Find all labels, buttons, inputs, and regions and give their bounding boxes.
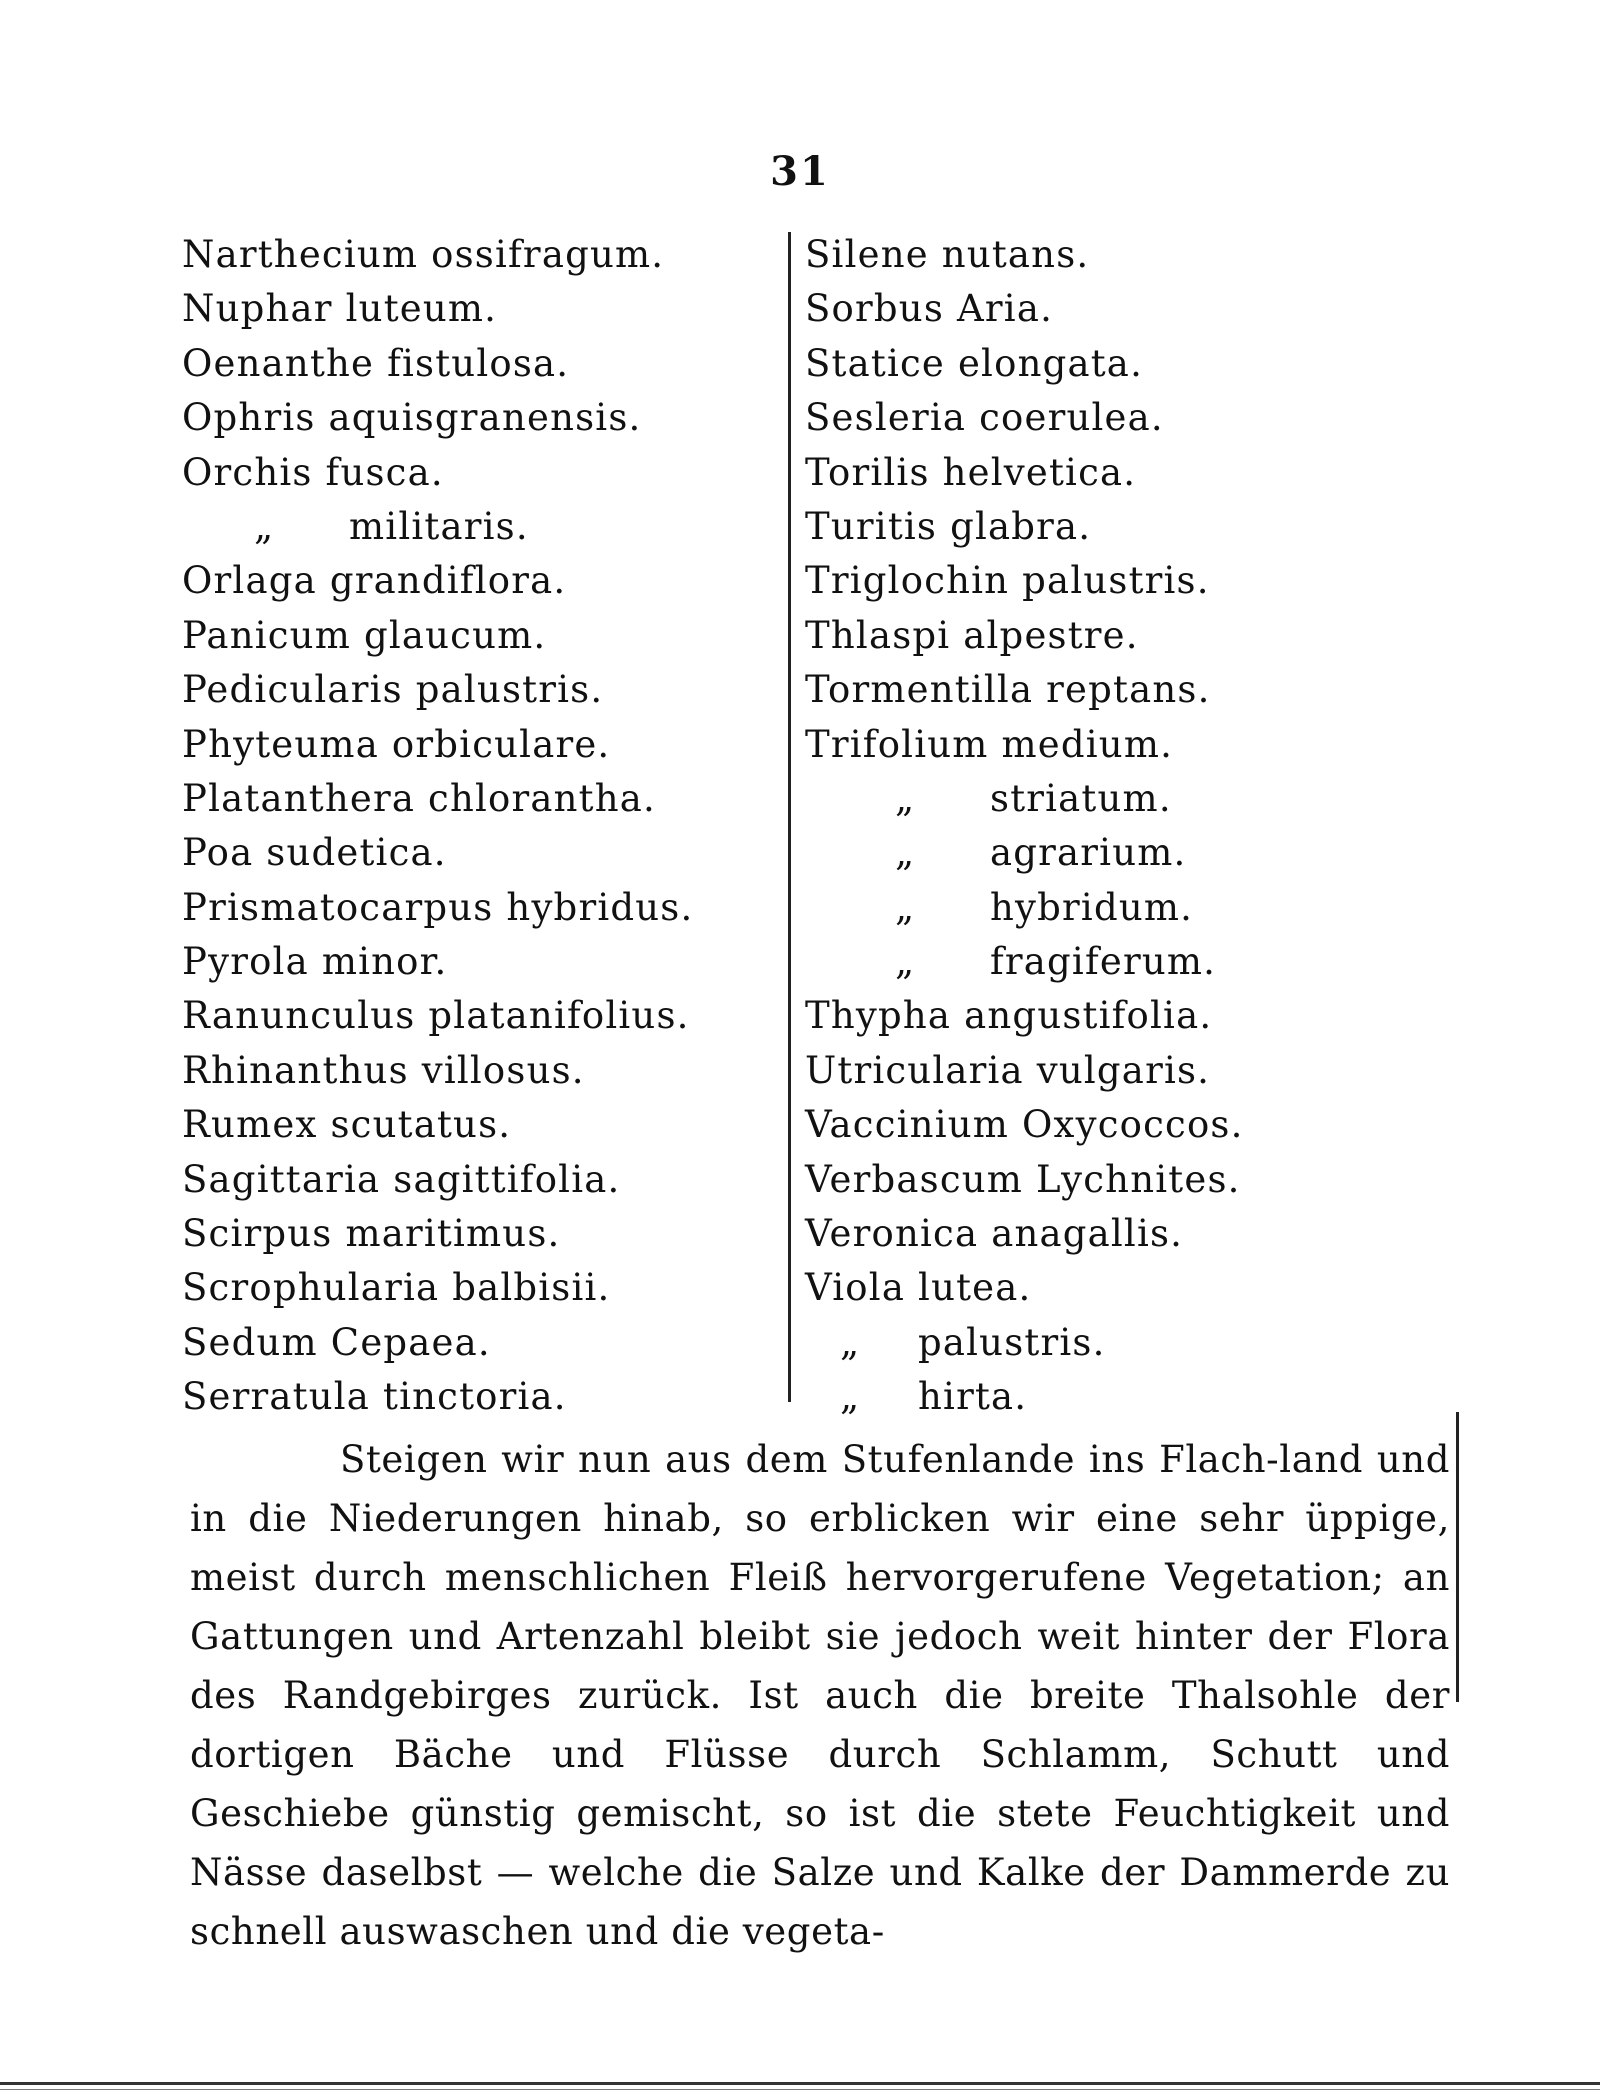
list-item — [182, 609, 782, 663]
species-name: Platanthera chlorantha. — [182, 776, 657, 820]
list-item — [805, 1316, 1325, 1370]
list-item — [182, 881, 782, 935]
species-name: Rumex scutatus. — [182, 1103, 512, 1147]
list-item — [805, 718, 1325, 772]
ditto-mark: „ — [895, 831, 916, 875]
species-name: Nuphar luteum. — [182, 287, 498, 331]
list-item — [182, 500, 782, 554]
list-item — [805, 1207, 1325, 1261]
list-item — [805, 554, 1325, 608]
list-item — [182, 1370, 782, 1424]
list-item — [805, 500, 1325, 554]
species-name: Serratula tinctoria. — [182, 1375, 567, 1419]
list-item — [182, 337, 782, 391]
species-name: Rhinanthus villosus. — [182, 1048, 585, 1092]
species-name: Sedum Cepaea. — [182, 1320, 491, 1364]
list-item — [805, 663, 1325, 717]
species-name: agrarium. — [990, 831, 1187, 875]
list-item — [805, 446, 1325, 500]
list-item — [805, 1370, 1325, 1424]
list-item — [805, 1044, 1325, 1098]
list-item — [182, 718, 782, 772]
list-item — [182, 1261, 782, 1315]
list-item — [182, 1098, 782, 1152]
page-number: 31 — [770, 148, 830, 195]
body-paragraph: Steigen wir nun aus dem Stufenlande ins Flach-land und in die Niederungen hinab, so erblicken wir eine sehr üppige, meist durch menschlichen Fleiß hervorgerufene Vegetation; an Gattungen und Artenzahl bleibt sie jedoch weit hinter der Flora des Randgebirges zurück. Ist auch die breite Thalsohle der dortigen Bäche und Flüsse durch Schlamm, Schutt und Geschiebe günstig gemischt, so ist die stete Feuchtigkeit und Nässe daselbst — welche die Salze und Kalke der Dammerde zu schnell auswaschen und die vegeta- — [190, 1438, 1450, 1953]
list-item — [805, 228, 1325, 282]
list-item — [182, 391, 782, 445]
footer-rule-secondary — [0, 2089, 1600, 2090]
ditto-mark: „ — [840, 1320, 861, 1364]
list-item — [805, 337, 1325, 391]
species-list-left — [182, 228, 782, 1425]
list-item — [805, 881, 1325, 935]
column-divider — [788, 232, 791, 1402]
species-name: Thypha angustifolia. — [805, 994, 1213, 1038]
species-name: Triglochin palustris. — [805, 559, 1210, 603]
list-item — [805, 989, 1325, 1043]
list-item — [182, 1153, 782, 1207]
list-item — [805, 826, 1325, 880]
species-name: Statice elongata. — [805, 341, 1144, 385]
list-item — [805, 391, 1325, 445]
list-item — [805, 1153, 1325, 1207]
margin-rule — [1456, 1412, 1459, 1702]
species-name: hirta. — [918, 1375, 1028, 1419]
species-name: Scirpus maritimus. — [182, 1212, 561, 1256]
list-item — [182, 826, 782, 880]
species-name: Silene nutans. — [805, 233, 1090, 276]
species-name: Prismatocarpus hybridus. — [182, 885, 694, 929]
list-item — [182, 554, 782, 608]
species-name: Vaccinium Oxycoccos. — [805, 1103, 1244, 1147]
species-name: Oenanthe fistulosa. — [182, 341, 570, 385]
species-name: Scrophularia balbisii. — [182, 1266, 611, 1310]
list-item — [182, 446, 782, 500]
species-name: Trifolium medium. — [805, 722, 1174, 766]
footer-rule — [0, 2082, 1600, 2085]
species-name: Torilis helvetica. — [805, 450, 1137, 494]
species-name: Orchis fusca. — [182, 450, 444, 494]
list-item — [805, 282, 1325, 336]
list-item — [182, 663, 782, 717]
list-item — [182, 1207, 782, 1261]
species-name: Narthecium ossifragum. — [182, 233, 665, 276]
list-item — [182, 772, 782, 826]
species-name: Pedicularis palustris. — [182, 668, 604, 712]
ditto-mark: „ — [254, 504, 275, 548]
species-name: Panicum glaucum. — [182, 613, 547, 657]
species-name: hybridum. — [990, 885, 1194, 929]
species-name: fragiferum. — [990, 940, 1217, 984]
species-name: Turitis glabra. — [805, 504, 1092, 548]
species-name: Sagittaria sagittifolia. — [182, 1157, 621, 1201]
ditto-mark: „ — [895, 885, 916, 929]
species-name: Phyteuma orbiculare. — [182, 722, 611, 766]
ditto-mark: „ — [840, 1375, 861, 1419]
list-item — [182, 989, 782, 1043]
species-name: Veronica anagallis. — [805, 1212, 1184, 1256]
species-name: militaris. — [349, 504, 529, 548]
species-name: Verbascum Lychnites. — [805, 1157, 1241, 1201]
list-item — [805, 1261, 1325, 1315]
ditto-mark: „ — [895, 940, 916, 984]
species-name: Utricularia vulgaris. — [805, 1048, 1211, 1092]
species-name: Ophris aquisgranensis. — [182, 396, 642, 440]
list-item — [182, 228, 782, 282]
species-name: striatum. — [990, 776, 1172, 820]
species-name: Pyrola minor. — [182, 940, 448, 984]
list-item — [805, 609, 1325, 663]
species-name: Sesleria coerulea. — [805, 396, 1164, 440]
species-name: Orlaga grandiflora. — [182, 559, 567, 603]
list-item — [182, 282, 782, 336]
list-item — [805, 935, 1325, 989]
list-item — [182, 935, 782, 989]
species-name: Ranunculus platanifolius. — [182, 994, 690, 1038]
species-name: Thlaspi alpestre. — [805, 613, 1139, 657]
species-list-right — [805, 228, 1325, 1425]
list-item — [805, 1098, 1325, 1152]
species-name: palustris. — [918, 1320, 1106, 1364]
species-list — [182, 228, 1302, 1428]
species-name: Sorbus Aria. — [805, 287, 1054, 331]
list-item — [182, 1316, 782, 1370]
list-item — [182, 1044, 782, 1098]
species-name: Poa sudetica. — [182, 831, 447, 875]
ditto-mark: „ — [895, 776, 916, 820]
list-item — [805, 772, 1325, 826]
species-name: Viola lutea. — [805, 1266, 1032, 1310]
species-name: Tormentilla reptans. — [805, 668, 1211, 712]
